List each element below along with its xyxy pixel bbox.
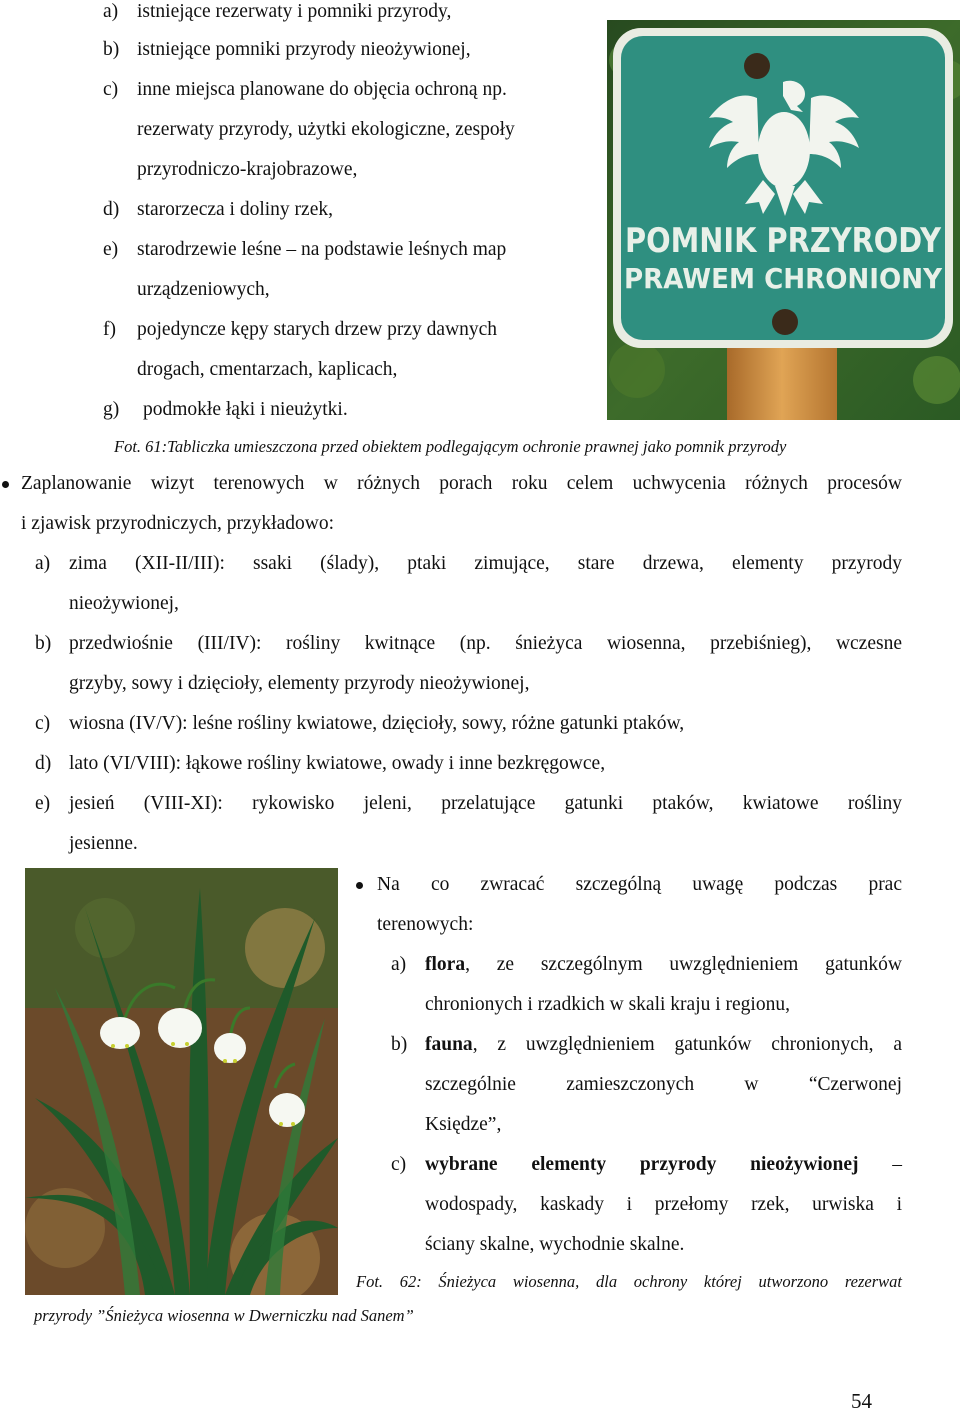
list-item: istniejące rezerwaty i pomniki przyrody, bbox=[137, 1, 452, 22]
snowflake-flower-photo bbox=[25, 868, 338, 1295]
focus-label: a) bbox=[391, 954, 407, 975]
bullet bbox=[356, 882, 363, 889]
focus-text: – bbox=[858, 1154, 903, 1175]
section3-intro: Na co zwracać szczególną uwagę podczas prac bbox=[377, 874, 902, 895]
list-item: inne miejsca planowane do objęcia ochroną np. bbox=[137, 79, 507, 100]
focus-item-abiotic bbox=[425, 1153, 902, 1177]
section2-intro-cont: i zjawisk przyrodniczych, przykładowo: bbox=[21, 513, 334, 534]
list-item: istniejące pomniki przyrody nieożywionej, bbox=[137, 39, 471, 60]
focus-text: , ze szczególnym uwzględnieniem gatunków bbox=[465, 954, 902, 975]
season-label: c) bbox=[35, 713, 51, 734]
focus-bold: flora bbox=[425, 954, 466, 975]
focus-item-cont: Księdze”, bbox=[425, 1114, 502, 1135]
list-item: starorzecza i doliny rzek, bbox=[137, 199, 333, 220]
season-item-cont: jesienne. bbox=[69, 833, 138, 854]
focus-item-cont: szczególnie zamieszczonych w “Czerwonej bbox=[425, 1074, 902, 1095]
focus-item-cont: ściany skalne, wychodnie skalne. bbox=[425, 1234, 685, 1255]
list-label: b) bbox=[103, 39, 120, 60]
season-item: wiosna (IV/V): leśne rośliny kwiatowe, dzięcioły, sowy, różne gatunki ptaków, bbox=[69, 713, 685, 734]
section2-intro: Zaplanowanie wizyt terenowych w różnych porach roku celem uchwycenia różnych procesów bbox=[21, 473, 902, 494]
bullet bbox=[2, 481, 9, 488]
nature-monument-sign-photo bbox=[607, 20, 960, 420]
focus-item-cont: chronionych i rzadkich w skali kraju i regionu, bbox=[425, 994, 790, 1015]
list-label: d) bbox=[103, 199, 120, 220]
list-item: przyrodniczo-krajobrazowe, bbox=[137, 159, 358, 180]
section3-intro-cont: terenowych: bbox=[377, 914, 474, 935]
season-label: a) bbox=[35, 553, 51, 574]
list-label: e) bbox=[103, 239, 119, 260]
focus-bold: wybrane elementy przyrody nieożywionej bbox=[425, 1154, 859, 1175]
list-item: urządzeniowych, bbox=[137, 279, 270, 300]
season-item: jesień (VIII-XI): rykowisko jeleni, przelatujące gatunki ptaków, kwiatowe rośliny bbox=[69, 793, 902, 814]
focus-label: c) bbox=[391, 1154, 407, 1175]
flower-photo-caption-cont: przyrody ”Śnieżyca wiosenna w Dwerniczku nad Sanem” bbox=[34, 1306, 414, 1325]
focus-item-fauna bbox=[425, 1033, 902, 1057]
sign-photo-image bbox=[607, 20, 960, 420]
list-item: pojedyncze kępy starych drzew przy dawnych bbox=[137, 319, 498, 340]
list-item: starodrzewie leśne – na podstawie leśnych map bbox=[137, 239, 507, 260]
season-label: b) bbox=[35, 633, 52, 654]
list-label: g) bbox=[103, 399, 120, 420]
season-item-cont: nieożywionej, bbox=[69, 593, 179, 614]
page-number: 54 bbox=[851, 1389, 872, 1413]
list-label: a) bbox=[103, 1, 119, 22]
focus-text: , z uwzględnieniem gatunków chronionych, a bbox=[472, 1034, 902, 1055]
sign-line-1: POMNIK PRZYRODY bbox=[625, 221, 942, 261]
list-label: f) bbox=[103, 319, 116, 340]
flower-photo-caption: Fot. 62: Śnieżyca wiosenna, dla ochrony której utworzono rezerwat bbox=[356, 1272, 902, 1291]
sign-photo-caption: Fot. 61:Tabliczka umieszczona przed obiektem podlegającym ochronie prawnej jako pomnik przyrody bbox=[114, 437, 787, 456]
season-label: e) bbox=[35, 793, 51, 814]
list-item: drogach, cmentarzach, kaplicach, bbox=[137, 359, 398, 380]
season-item: zima (XII-II/III): ssaki (ślady), ptaki zimujące, stare drzewa, elementy przyrody bbox=[69, 553, 902, 574]
season-item-cont: grzyby, sowy i dzięcioły, elementy przyrody nieożywionej, bbox=[69, 673, 530, 694]
list-item: rezerwaty przyrody, użytki ekologiczne, zespoły bbox=[137, 119, 515, 140]
flower-photo-image bbox=[25, 868, 338, 1295]
sign-line-2: PRAWEM CHRONIONY bbox=[624, 262, 943, 295]
list-item: podmokłe łąki i nieużytki. bbox=[143, 399, 348, 420]
focus-item-flora bbox=[425, 953, 902, 977]
focus-item-cont: wodospady, kaskady i przełomy rzek, urwiska i bbox=[425, 1194, 902, 1215]
focus-bold: fauna bbox=[425, 1034, 473, 1055]
focus-label: b) bbox=[391, 1034, 408, 1055]
list-label: c) bbox=[103, 79, 119, 100]
season-label: d) bbox=[35, 753, 52, 774]
season-item: przedwiośnie (III/IV): rośliny kwitnące (np. śnieżyca wiosenna, przebiśnieg), wczesne bbox=[69, 633, 902, 654]
season-item: lato (VI/VIII): łąkowe rośliny kwiatowe, owady i inne bezkręgowce, bbox=[69, 753, 606, 774]
